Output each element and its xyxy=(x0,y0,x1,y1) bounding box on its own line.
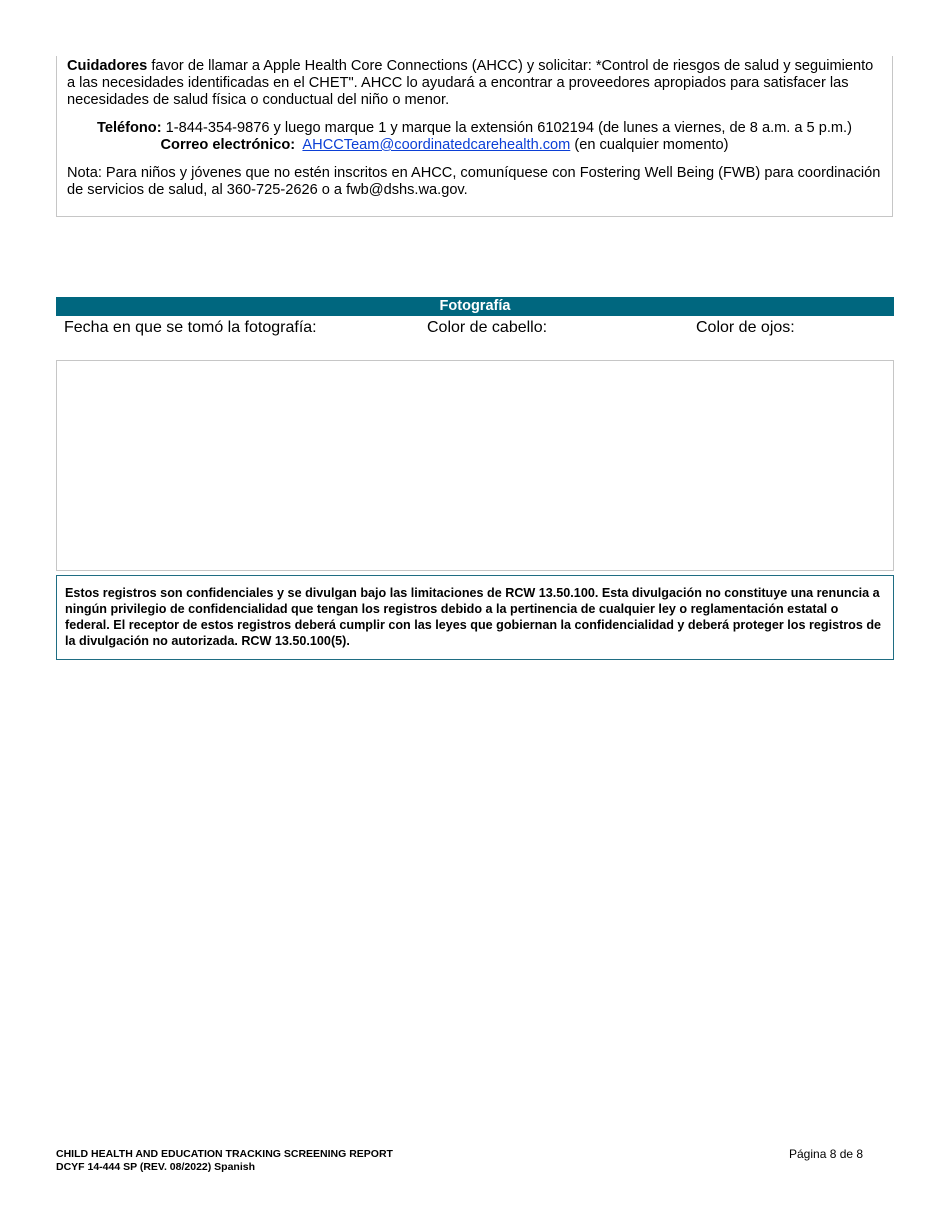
email-label: Correo electrónico: xyxy=(160,137,296,153)
footer-form-id: DCYF 14-444 SP (REV. 08/2022) Spanish xyxy=(56,1161,256,1173)
photo-section-header: Fotografía xyxy=(56,297,894,316)
footer-report-title: CHILD HEALTH AND EDUCATION TRACKING SCREENING REPORT xyxy=(56,1148,393,1160)
eye-color-label: Color de ojos: xyxy=(696,319,795,336)
phone-text: 1-844-354-9876 y luego marque 1 y marque la extensión 6102194 (de lunes a viernes, de 8 a.m. a 5 p.m.) xyxy=(161,120,852,136)
caregiver-intro-label: Cuidadores xyxy=(67,58,148,74)
confidentiality-notice: Estos registros son confidenciales y se divulgan bajo las limitaciones de RCW 13.50.100. Esta divulgación no constituye una renuncia a ningún privilegio de confidencialidad que tengan los registros debido a la pertinencia de cualquier ley o reglamentación estatal o federal. El receptor de estos registros deberá cumplir con las leyes que gobiernan la confidencialidad y deberá proteger los registros de la divulgación no autorizada. RCW 13.50.100(5). xyxy=(56,575,894,660)
caregiver-intro-text: favor de llamar a Apple Health Core Connections (AHCC) y solicitar: *Control de riesgos de salud y seguimiento a las necesidades identificadas en el CHET". AHCC lo ayudará a encontrar a proveedores apropiados para satisfacer las necesidades de salud física o conductual del niño o menor. xyxy=(67,58,874,108)
caregiver-intro xyxy=(67,58,882,109)
fwb-note: Nota: Para niños y jóvenes que no estén inscritos en AHCC, comuníquese con Fostering Well Being (FWB) para coordinación de servicios de salud, al 360-725-2626 o a fwb@dshs.wa.gov. xyxy=(67,165,881,198)
email-link[interactable]: AHCCTeam@coordinatedcarehealth.com xyxy=(302,137,571,153)
photo-date-label: Fecha en que se tomó la fotografía: xyxy=(64,319,317,336)
footer-form-info xyxy=(56,1148,393,1174)
page-number: Página 8 de 8 xyxy=(789,1147,864,1161)
photo-area[interactable] xyxy=(56,360,894,571)
email-line xyxy=(67,137,882,154)
caregiver-instructions-box xyxy=(56,56,893,217)
hair-color-label: Color de cabello: xyxy=(427,319,548,336)
phone-label: Teléfono: xyxy=(97,120,162,136)
email-suffix: (en cualquier momento) xyxy=(570,137,729,153)
phone-line xyxy=(67,120,882,137)
